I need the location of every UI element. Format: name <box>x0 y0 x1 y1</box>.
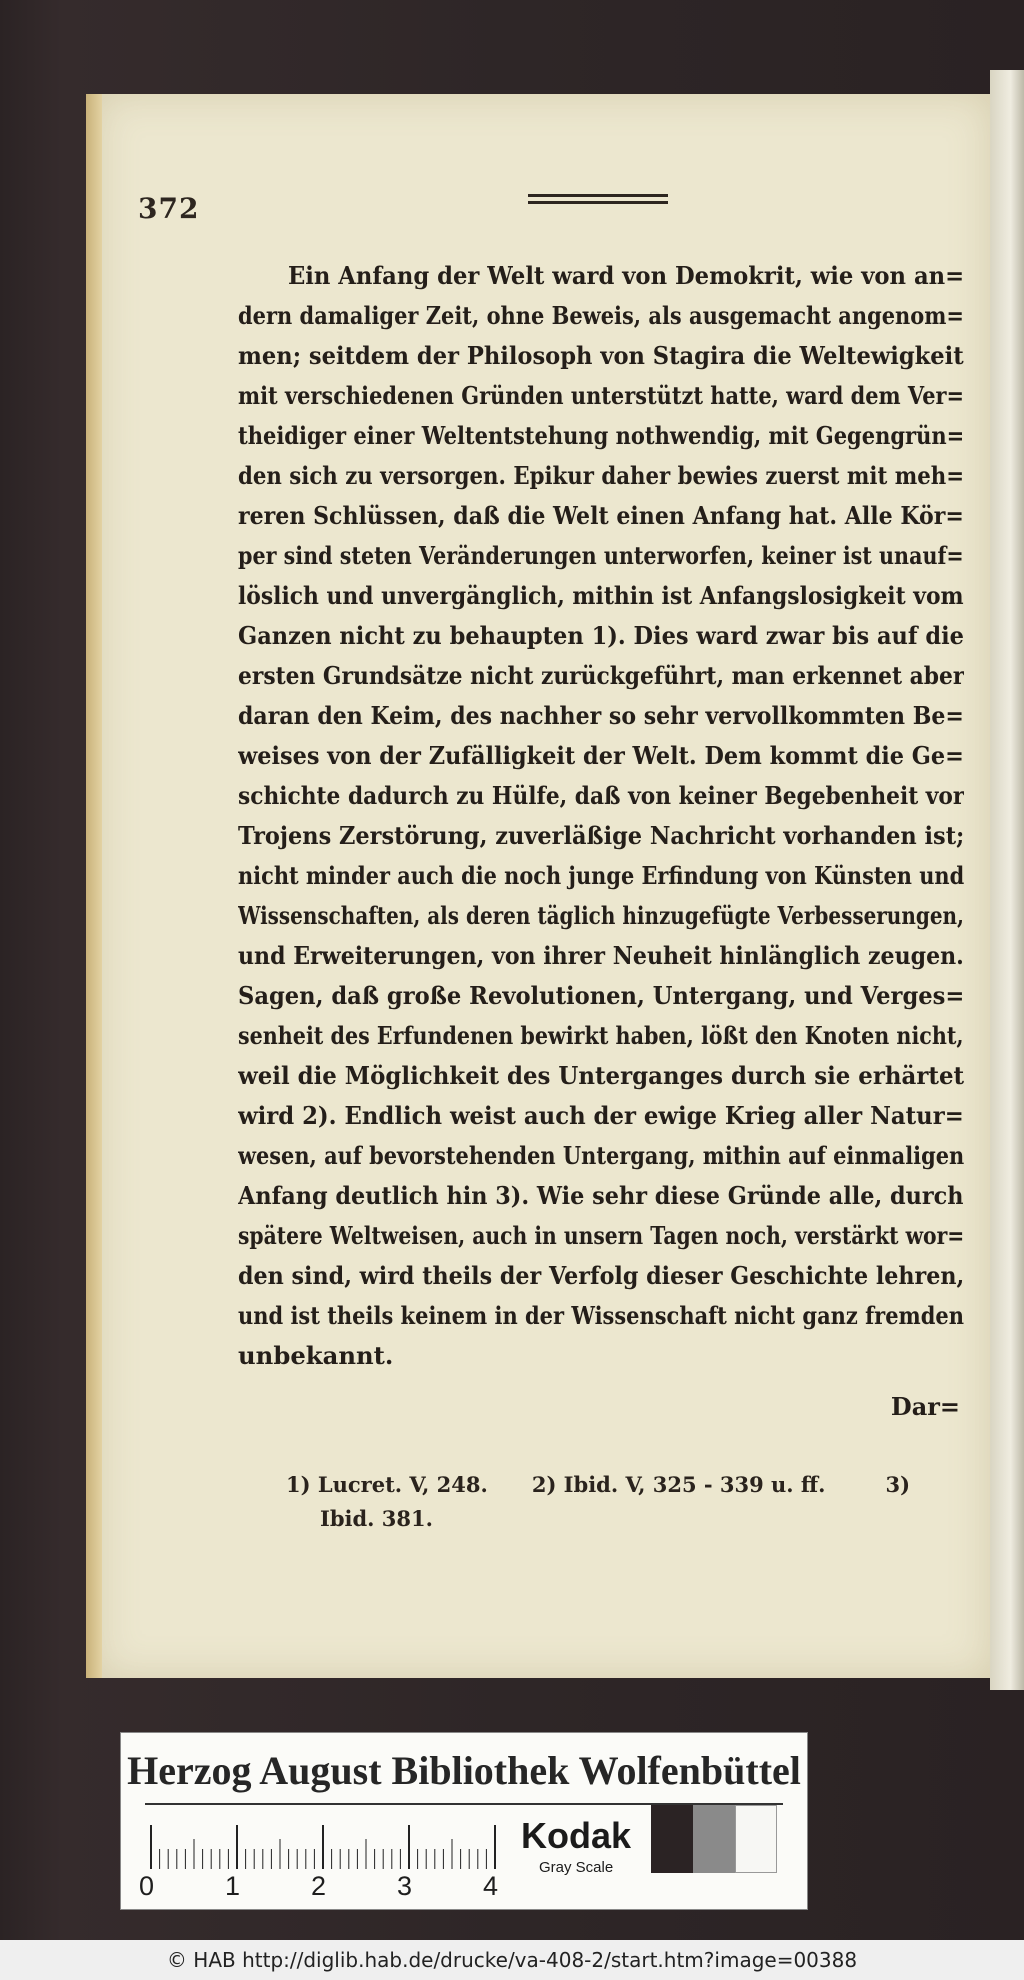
ruler-label-1: 1 <box>225 1871 241 1901</box>
text-line: Trojens Zerstörung, zuverläßige Nachricht vorhanden ist; <box>238 821 964 850</box>
footnote-3-marker: 3) <box>885 1472 911 1497</box>
header-rule <box>528 194 668 204</box>
next-page-edge <box>990 70 1024 1690</box>
text-line: per sind steten Veränderungen unterworfen, keiner ist unauf= <box>238 541 964 570</box>
footnotes <box>286 1468 966 1536</box>
text-line: nicht minder auch die noch junge Erfindung von Künsten und <box>238 861 964 890</box>
text-line: men; seitdem der Philosoph von Stagira die Weltewigkeit <box>238 341 964 370</box>
body-text <box>238 256 964 1376</box>
gray-swatch-light <box>735 1805 777 1873</box>
text-line: weil die Möglichkeit des Unterganges durch sie erhärtet <box>238 1061 964 1090</box>
text-line: spätere Weltweisen, auch in unsern Tagen noch, verstärkt wor= <box>238 1221 964 1250</box>
ruler-label-4: 4 <box>483 1871 499 1901</box>
ruler-label-2: 2 <box>311 1871 327 1901</box>
text-line: den sich zu versorgen. Epikur daher bewies zuerst mit meh= <box>238 461 964 490</box>
text-line: weises von der Zufälligkeit der Welt. Dem kommt die Ge= <box>238 741 964 770</box>
text-line: Sagen, daß große Revolutionen, Untergang, und Verges= <box>238 981 964 1010</box>
catchword: Dar= <box>890 1392 960 1421</box>
text-line: wesen, auf bevorstehenden Untergang, mithin auf einmaligen <box>238 1141 964 1170</box>
ruler-label-0: 0 <box>139 1871 155 1901</box>
text-line: und ist theils keinem in der Wissenschaft nicht ganz fremden <box>238 1301 964 1330</box>
text-line: schichte dadurch zu Hülfe, daß von keiner Begebenheit vor <box>238 781 964 810</box>
color-calibration-card <box>120 1732 808 1910</box>
gray-swatch-dark <box>651 1805 693 1873</box>
card-title: Herzog August Bibliothek Wolfenbüttel <box>127 1748 801 1793</box>
text-line: Wissenschaften, als deren täglich hinzugefügte Verbesserungen, <box>238 901 964 930</box>
page-number: 372 <box>138 192 200 225</box>
kodak-logo-text: Kodak <box>521 1815 632 1856</box>
gray-swatch-mid <box>693 1805 735 1873</box>
footnote-line <box>286 1468 966 1502</box>
text-line: unbekannt. <box>238 1341 394 1370</box>
footnote-1: 1) Lucret. V, 248. <box>286 1472 488 1497</box>
text-line: wird 2). Endlich weist auch der ewige Krieg aller Natur= <box>238 1101 964 1130</box>
footnote-3-text: Ibid. 381. <box>320 1506 433 1531</box>
text-line: daran den Keim, des nachher so sehr vervollkommten Be= <box>238 701 964 730</box>
text-line: theidiger einer Weltentstehung nothwendig, mit Gegengrün= <box>238 421 964 450</box>
ruler-label-3: 3 <box>397 1871 413 1901</box>
page-gilt-edge <box>86 94 102 1678</box>
text-line: löslich und unvergänglich, mithin ist Anfangslosigkeit vom <box>238 581 964 610</box>
text-line: den sind, wird theils der Verfolg dieser Geschichte lehren, <box>238 1261 964 1290</box>
text-line: Ganzen nicht zu behaupten 1). Dies ward zwar bis auf die <box>238 621 964 650</box>
footnote-2: 2) Ibid. V, 325 - 339 u. ff. <box>531 1472 826 1497</box>
text-line: ersten Grundsätze nicht zurückgeführt, man erkennet aber <box>238 661 964 690</box>
text-line: reren Schlüssen, daß die Welt einen Anfang hat. Alle Kör= <box>238 501 964 530</box>
text-line: und Erweiterungen, von ihrer Neuheit hinlänglich zeugen. <box>238 941 964 970</box>
copyright-footer: © HAB http://diglib.hab.de/drucke/va-408-2/start.htm?image=00388 <box>0 1940 1024 1980</box>
kodak-subtitle: Gray Scale <box>539 1859 614 1876</box>
text-line: mit verschiedenen Gründen unterstützt hatte, ward dem Ver= <box>238 381 964 410</box>
text-line: Ein Anfang der Welt ward von Demokrit, wie von an= <box>288 261 964 290</box>
text-line: dern damaliger Zeit, ohne Beweis, als ausgemacht angenom= <box>238 301 964 330</box>
text-line: Anfang deutlich hin 3). Wie sehr diese Gründe alle, durch <box>238 1181 964 1210</box>
text-line: senheit des Erfundenen bewirkt haben, lößt den Knoten nicht, <box>238 1021 964 1050</box>
footnote-line <box>286 1502 966 1536</box>
